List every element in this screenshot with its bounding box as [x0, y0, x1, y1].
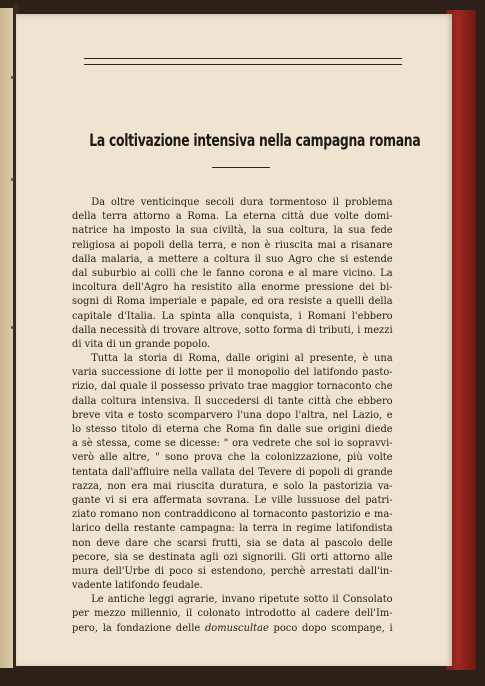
text-line: tentata dall'affluire nella vallata del Tevere di popoli di grande	[72, 465, 393, 478]
text-line: breve vita e tosto scomparvero l'una dopo l'altra, nel Lazio, e	[72, 408, 393, 421]
text-line: varia successione di lotte per il monopolio del latifondo pasto-	[72, 366, 393, 379]
text-line: della terra attorno a Roma. La eterna città due volte domi-	[72, 210, 393, 223]
text-line-segment: poco dopo scompaŋe, i	[268, 621, 393, 634]
text-line: pecore, sia se destinata agli ozi signorili. Gli orti attorno alle	[72, 550, 393, 563]
text-line: larico della restante campagna: la terra in regime latifondista	[72, 522, 393, 535]
text-line: sogni di Roma imperiale e papale, ed ora resiste a quelli della	[72, 295, 393, 308]
text-line: lo stesso titolo di eterna che Roma fin dalle sue origini diede	[72, 423, 393, 435]
text-line: per mezzo millennio, il colonato introdotto al cadere dell'Im-	[72, 607, 393, 620]
text-line: a sè stessa, come se dicesse: " ora vedrete che sol io sopravvi-	[72, 437, 393, 450]
page-mark	[11, 178, 14, 181]
text-line: dalla coltura intensiva. Il succedersi di tante città che ebbero	[72, 394, 393, 407]
text-line: dal suburbio ai colli che le fanno corona e al mare vicino. La	[72, 266, 393, 279]
italic-term: domuscultae	[204, 621, 269, 634]
text-line: non deve dare che scarsi frutti, sia se data al pascolo delle	[72, 536, 393, 549]
text-line: Le antiche leggi agrarie, invano ripetute sotto il Consolato	[91, 593, 393, 606]
text-line: natrice ha imposto la sua civiltà, la sua coltura, la sua fede	[72, 224, 393, 237]
text-line: ziato romano non contraddicono al tornaconto pastorizio e ma-	[72, 508, 393, 521]
header-rule-double	[84, 64, 402, 65]
text-line: Tutta la storia di Roma, dalle origini al presente, è una	[91, 352, 393, 365]
text-line: Da oltre venticinque secoli dura tormentoso il problema	[91, 196, 393, 208]
text-line: dalla necessità di trovare altrove, sotto forma di tributi, i mezzi	[72, 323, 393, 336]
header-rule	[84, 58, 402, 59]
text-line: verò alle altre, " sono prova che la colonizzazione, più volte	[72, 451, 393, 464]
text-line: rizio, dal quale il possesso privato trae maggior tornaconto che	[72, 380, 393, 393]
text-line: mura dell'Urbe di poco si estendono, perchè arrestati dall'in-	[72, 564, 393, 577]
page-mark	[11, 76, 14, 79]
text-line: capitale d'Italia. La spinta alla conquista, i Romani l'ebbero	[72, 309, 393, 322]
text-line	[72, 621, 393, 635]
page-title: La coltivazione intensiva nella campagna romana	[89, 131, 421, 150]
text-line: vadente latifondo feudale.	[72, 579, 203, 592]
body-text	[72, 195, 406, 635]
text-line: gante vi si era affermata sovrana. Le ville lussuose del patri-	[72, 493, 393, 506]
text-line: razza, non era mai riuscita duratura, e solo la pastorizia va-	[72, 479, 393, 492]
text-line: religiosa ai popoli della terra, e non è riuscita mai a risanare	[72, 238, 393, 251]
text-line: di vita di un grande popolo.	[72, 337, 211, 350]
page-mark	[11, 326, 14, 329]
text-line-segment: pero, la fondazione delle	[72, 621, 205, 634]
text-line: dalla malaria, a mettere a coltura il suo Agro che si estende	[72, 252, 393, 265]
text-line: incoltura dell'Agro ha resistito alla enorme pressione dei bi-	[72, 281, 393, 294]
title-rule	[212, 167, 270, 168]
